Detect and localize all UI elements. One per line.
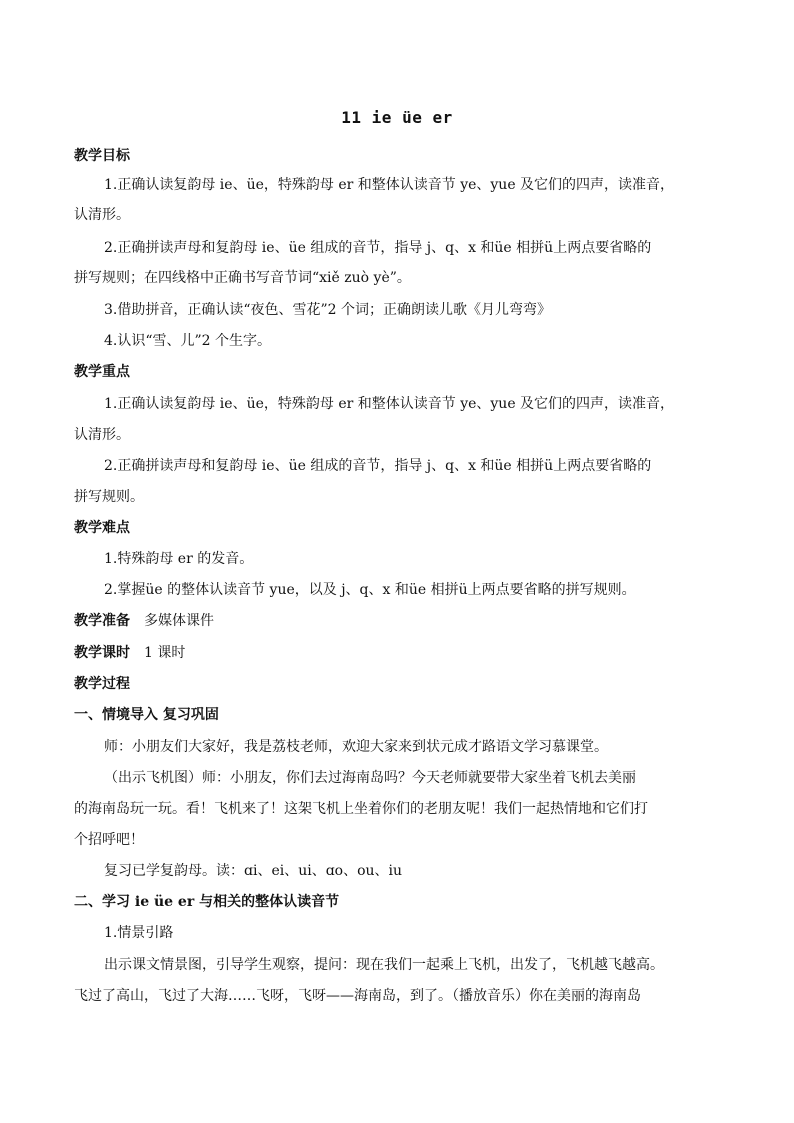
key-heading: 教学重点	[74, 364, 130, 380]
part1-line: 师：小朋友们大家好，我是荔枝老师，欢迎大家来到状元成才路语文学习慕课堂。	[104, 739, 608, 755]
goal-line: 4.认识“雪、儿”2 个生字。	[104, 333, 272, 349]
key-line: 1.正确认读复韵母 ie、üe，特殊韵母 er 和整体认读音节 ye、yue 及它们的四声，读准音，	[104, 396, 675, 412]
difficulty-line: 1.特殊韵母 er 的发音。	[104, 551, 254, 567]
key-line: 拼写规则。	[74, 489, 144, 505]
goal-line: 拼写规则；在四线格中正确书写音节词“xiě zuò yè”。	[74, 270, 411, 286]
goal-line: 1.正确认读复韵母 ie、üe，特殊韵母 er 和整体认读音节 ye、yue 及它们的四声，读准音，	[104, 177, 675, 193]
part1-line: 复习已学复韵母。读：ɑi、ei、ui、ɑo、ou、iu	[104, 863, 403, 879]
prep-label: 教学准备	[74, 613, 130, 629]
part1-line: 的海南岛玩一玩。看！飞机来了！这架飞机上坐着你们的老朋友呢！我们一起热情地和它们打	[74, 801, 648, 817]
goal-line: 认清形。	[74, 207, 130, 223]
part2-line: 飞过了高山，飞过了大海……飞呀，飞呀——海南岛，到了。（播放音乐）你在美丽的海南岛	[74, 988, 641, 1004]
process-heading: 教学过程	[74, 676, 130, 692]
part2-heading: 二、学习 ie üe er 与相关的整体认读音节	[74, 894, 340, 910]
goal-line: 3.借助拼音，正确认读“夜色、雪花”2 个词；正确朗读儿歌《月儿弯弯》	[104, 302, 552, 318]
difficulty-line: 2.掌握üe 的整体认读音节 yue，以及 j、q、x 和üe 相拼ü上两点要省略的拼写规则。	[104, 582, 636, 598]
difficulty-heading: 教学难点	[74, 520, 130, 536]
period-label: 教学课时	[74, 645, 130, 661]
lesson-title: 11 ie üe er	[341, 108, 453, 127]
part2-subheading: 1.情景引路	[104, 925, 174, 941]
key-line: 认清形。	[74, 427, 130, 443]
prep-value: 多媒体课件	[144, 613, 214, 629]
period-row	[74, 643, 730, 663]
goals-heading: 教学目标	[74, 148, 130, 164]
goal-line: 2.正确拼读声母和复韵母 ie、üe 组成的音节，指导 j、q、x 和üe 相拼ü上两点要省略的	[104, 240, 652, 256]
part1-line: 个招呼吧！	[74, 832, 144, 848]
prep-row	[74, 611, 730, 631]
key-line: 2.正确拼读声母和复韵母 ie、üe 组成的音节，指导 j、q、x 和üe 相拼ü上两点要省略的	[104, 458, 652, 474]
part1-line: （出示飞机图）师：小朋友，你们去过海南岛吗？今天老师就要带大家坐着飞机去美丽	[104, 770, 636, 786]
part2-line: 出示课文情景图，引导学生观察，提问：现在我们一起乘上飞机，出发了，飞机越飞越高。	[104, 957, 664, 973]
period-value: 1 课时	[144, 645, 186, 661]
part1-heading: 一、情境导入 复习巩固	[74, 707, 219, 723]
